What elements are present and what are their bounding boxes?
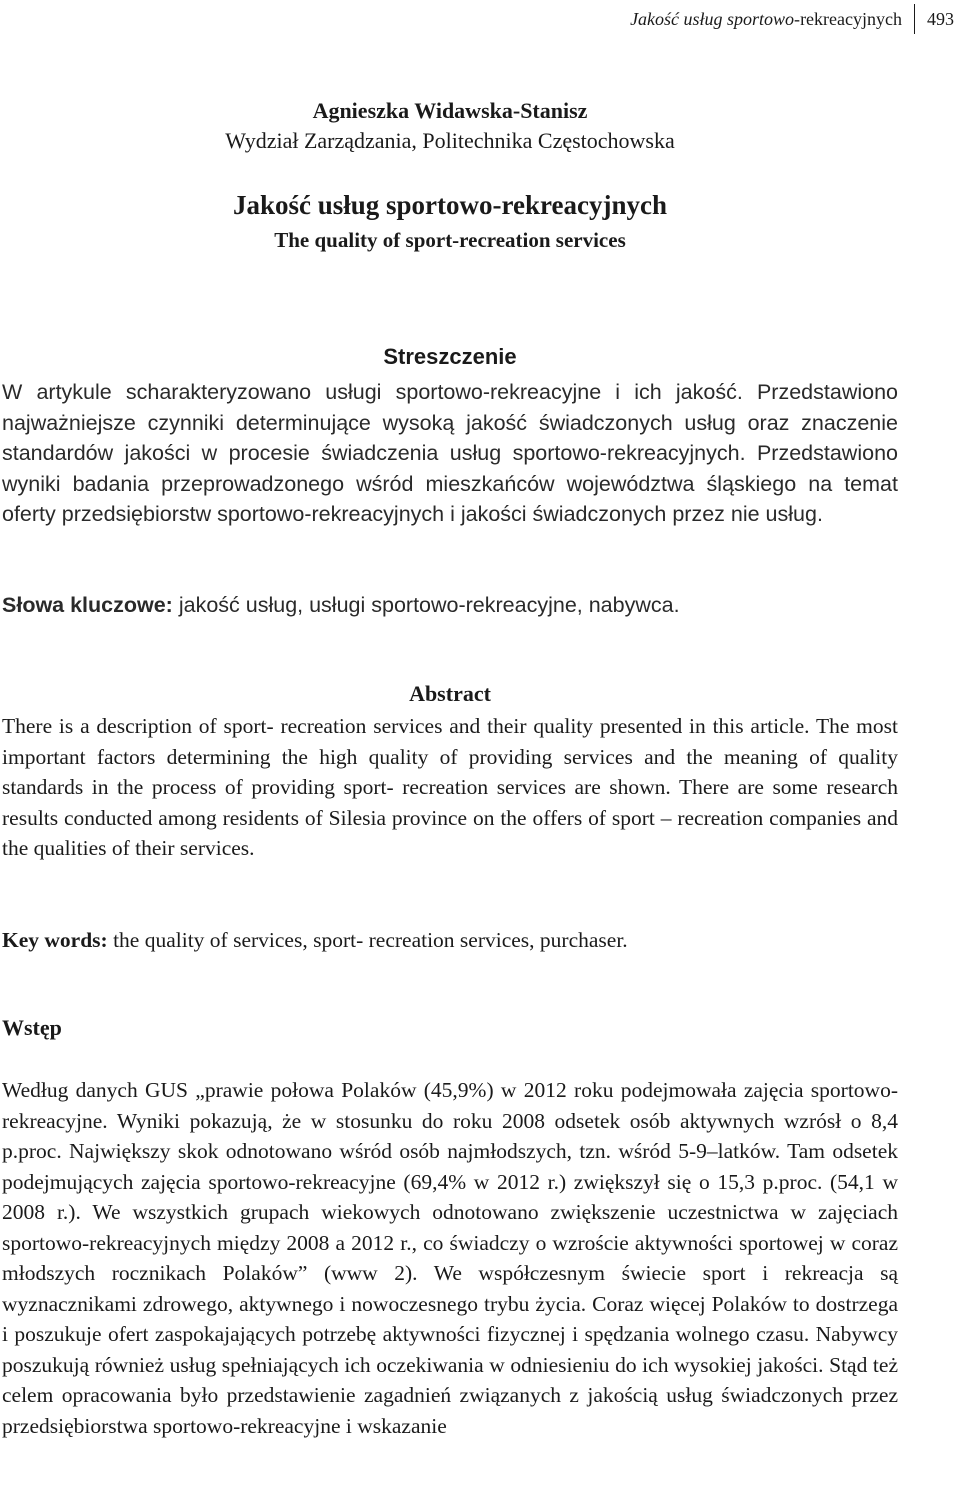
streszczenie-heading: Streszczenie (383, 344, 517, 369)
streszczenie-keywords (2, 590, 898, 621)
author-block (0, 96, 900, 156)
introduction-heading: Wstęp (2, 1015, 62, 1040)
running-title-italic: Jakość usług sportowo- (630, 8, 801, 29)
abstract-keywords-value: the quality of services, sport- recreation services, purchaser. (113, 928, 628, 952)
abstract-heading: Abstract (409, 681, 491, 706)
running-title-rest: rekreacyjnych (800, 8, 902, 29)
running-title (630, 9, 914, 30)
streszczenie-keywords-label: Słowa kluczowe: (2, 593, 173, 617)
article-title-english: The quality of sport-recreation services (274, 228, 626, 252)
running-header (630, 4, 954, 34)
streszczenie-keywords-value: jakość usług, usługi sportowo-rekreacyjne, nabywca. (178, 593, 680, 617)
abstract-text: There is a description of sport- recreation services and their quality presented in this article. The most important factors determining the high quality of providing services and the meaning of quality standards in the process of providing sport- recreation services are shown. There are some research results conducted among residents of Silesia province on the offers of sport – recreation companies and the qualities of their services. (2, 714, 898, 860)
author-name: Agnieszka Widawska-Stanisz (312, 98, 588, 123)
author-affiliation: Wydział Zarządzania, Politechnika Częstochowska (225, 128, 675, 153)
abstract-keywords-label: Key words: (2, 928, 108, 952)
streszczenie-text: W artykule scharakteryzowano usługi sportowo-rekreacyjne i ich jakość. Przedstawiono najważniejsze czynniki determinujące wysoką jakość świadczonych usług oraz znaczenie standardów jakości w procesie świadczenia usług sportowo-rekreacyjnych. Przedstawiono wyniki badania przeprowadzonego wśród mieszkańców województwa śląskiego na temat oferty przedsiębiorstw sportowo-rekreacyjnych i jakości świadczonych przez nie usług. (2, 380, 898, 526)
article-title-polish: Jakość usług sportowo-rekreacyjnych (232, 190, 667, 220)
introduction-text: Według danych GUS „prawie połowa Polaków (45,9%) w 2012 roku podejmowała zajęcia sportowo-rekreacyjne. Wyniki pokazują, że w stosunku do roku 2008 odsetek osób aktywnych wzrósł o 8,4 p.proc. Największy skok odnotowano wśród osób najmłodszych, tzn. wśród 5-9–latków. Tam odsetek podejmujących zajęcia sportowo-rekreacyjne (69,4% w 2012 r.) zwiększył się o 15,3 p.proc. (54,1 w 2008 r.). We wszystkich grupach wiekowych odnotowano zwiększenie uczestnictwa w zajęciach sportowo-rekreacyjnych między 2008 a 2012 r., co świadczy o wzroście aktywności sportowej w coraz młodszych rocznikach Polaków” (www 2). We współczesnym świecie sport i rekreacja są wyznacznikami zdrowego, aktywnego i nowoczesnego trybu życia. Coraz więcej Polaków to dostrzega i poszukuje ofert zaspokajających potrzebę aktywności fizycznej i spędzania wolnego czasu. Nabywcy poszukują również usług spełniających ich oczekiwania w odniesieniu do ich wysokiej jakości. Stąd też celem opracowania było przedstawienie zagadnień związanych z jakością usług świadczonych przez przedsiębiorstwa sportowo-rekreacyjne i wskazanie (2, 1078, 898, 1438)
page-number: 493 (927, 8, 954, 29)
abstract-keywords (2, 925, 898, 956)
